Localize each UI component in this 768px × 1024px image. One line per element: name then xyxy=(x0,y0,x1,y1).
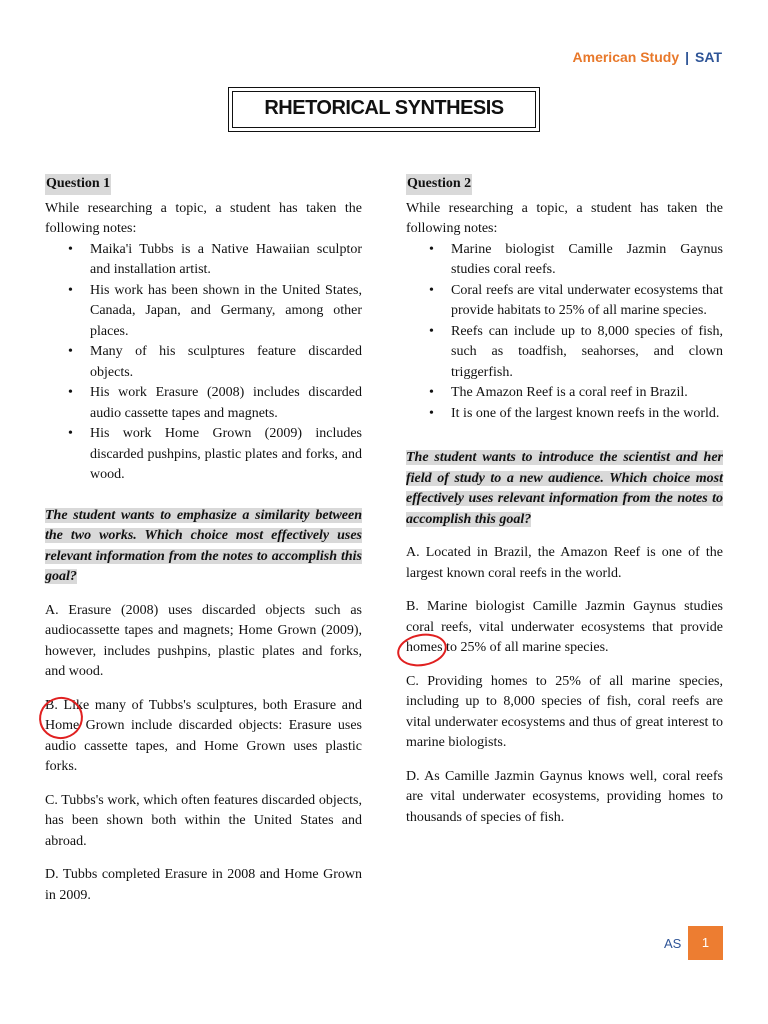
prompt-highlight: new audience xyxy=(519,470,601,486)
question-1-intro: While researching a topic, a student has taken the following notes: xyxy=(45,200,362,236)
question-2-prompt xyxy=(406,448,723,530)
note-item: • Coral reefs are vital underwater ecosystems that provide habitats to 25% of all marine species. xyxy=(451,281,723,322)
question-2-notes xyxy=(406,240,723,425)
answer-choice-b[interactable]: B. Like many of Tubbs's sculptures, both Erasure and Home Grown include discarded objects: Erasure uses audio cassette tapes, and Home Grown uses plastic forks. xyxy=(45,697,362,774)
note-item: • Reefs can include up to 8,000 species of fish, such as toadfish, seahorses, and clown triggerfish. xyxy=(451,322,723,384)
question-2-intro: While researching a topic, a student has taken the following notes: xyxy=(406,200,723,236)
prompt-highlight: scientist and her field of study xyxy=(406,450,724,486)
question-1-notes xyxy=(45,240,362,486)
question-1-label: Question 1 xyxy=(45,174,111,195)
note-item: • His work Erasure (2008) includes discarded audio cassette tapes and magnets. xyxy=(90,383,362,424)
note-item: • Many of his sculptures feature discarded objects. xyxy=(90,342,362,383)
note-item: • His work has been shown in the United States, Canada, Japan, and Germany, among other places. xyxy=(90,281,362,343)
brand-american-study: American Study xyxy=(572,49,680,65)
question-1-column xyxy=(45,174,362,906)
page-number: 1 xyxy=(688,926,723,960)
brand-separator: | xyxy=(685,49,690,65)
prompt-text: The student wants to emphasize a xyxy=(45,507,256,523)
note-item: • His work Home Grown (2009) includes discarded pushpins, plastic plates and forks, and wood. xyxy=(90,424,362,486)
prompt-text: between the two works. Which choice most effectively uses relevant information from the notes to accomplish this goal? xyxy=(45,507,363,584)
note-item: • It is one of the largest known reefs in the world. xyxy=(451,404,723,425)
prompt-text: to a xyxy=(484,470,520,486)
answer-choice-a[interactable]: A. Located in Brazil, the Amazon Reef is one of the largest known coral reefs in the world. xyxy=(406,545,723,581)
note-item: • Maika'i Tubbs is a Native Hawaiian sculptor and installation artist. xyxy=(90,240,362,281)
prompt-text: The student wants to xyxy=(406,450,539,465)
question-2-label: Question 2 xyxy=(406,174,472,195)
question-1-prompt xyxy=(45,506,362,588)
note-item: • Marine biologist Camille Jazmin Gaynus studies coral reefs. xyxy=(451,240,723,281)
answer-choice-b[interactable]: B. Marine biologist Camille Jazmin Gaynus studies coral reefs, vital underwater ecosystems that provide homes to 25% of all marine species. xyxy=(406,599,723,655)
page-title: RHETORICAL SYNTHESIS xyxy=(264,97,504,119)
prompt-text: . Which choice most effectively uses relevant information from the notes to accomplish this goal? xyxy=(406,470,724,527)
answer-choice-c[interactable]: C. Providing homes to 25% of all marine species, including up to 8,000 species of fish, coral reefs are vital underwater ecosystems and thus of great interest to marine biologists. xyxy=(406,673,723,750)
question-2-column xyxy=(406,174,723,828)
title-box xyxy=(228,87,540,132)
prompt-highlight: similarity xyxy=(255,507,310,523)
answer-choice-a[interactable]: A. Erasure (2008) uses discarded objects such as audiocassette tapes and magnets; Home Grown (2009), however, includes pushpins, plastic plates and forks, and wood. xyxy=(45,602,362,679)
brand-sat: SAT xyxy=(695,49,722,65)
header-brand xyxy=(573,49,722,65)
prompt-highlight: introduce the xyxy=(538,450,618,465)
footer-initials: AS xyxy=(664,936,682,951)
note-item: • The Amazon Reef is a coral reef in Brazil. xyxy=(451,383,723,404)
answer-choice-d[interactable]: D. As Camille Jazmin Gaynus knows well, coral reefs are vital underwater ecosystems, providing homes to thousands of species of fish. xyxy=(406,768,723,825)
answer-choice-c[interactable]: C. Tubbs's work, which often features discarded objects, has been shown both within the United States and abroad. xyxy=(45,792,362,849)
answer-choice-d[interactable]: D. Tubbs completed Erasure in 2008 and Home Grown in 2009. xyxy=(45,867,362,903)
